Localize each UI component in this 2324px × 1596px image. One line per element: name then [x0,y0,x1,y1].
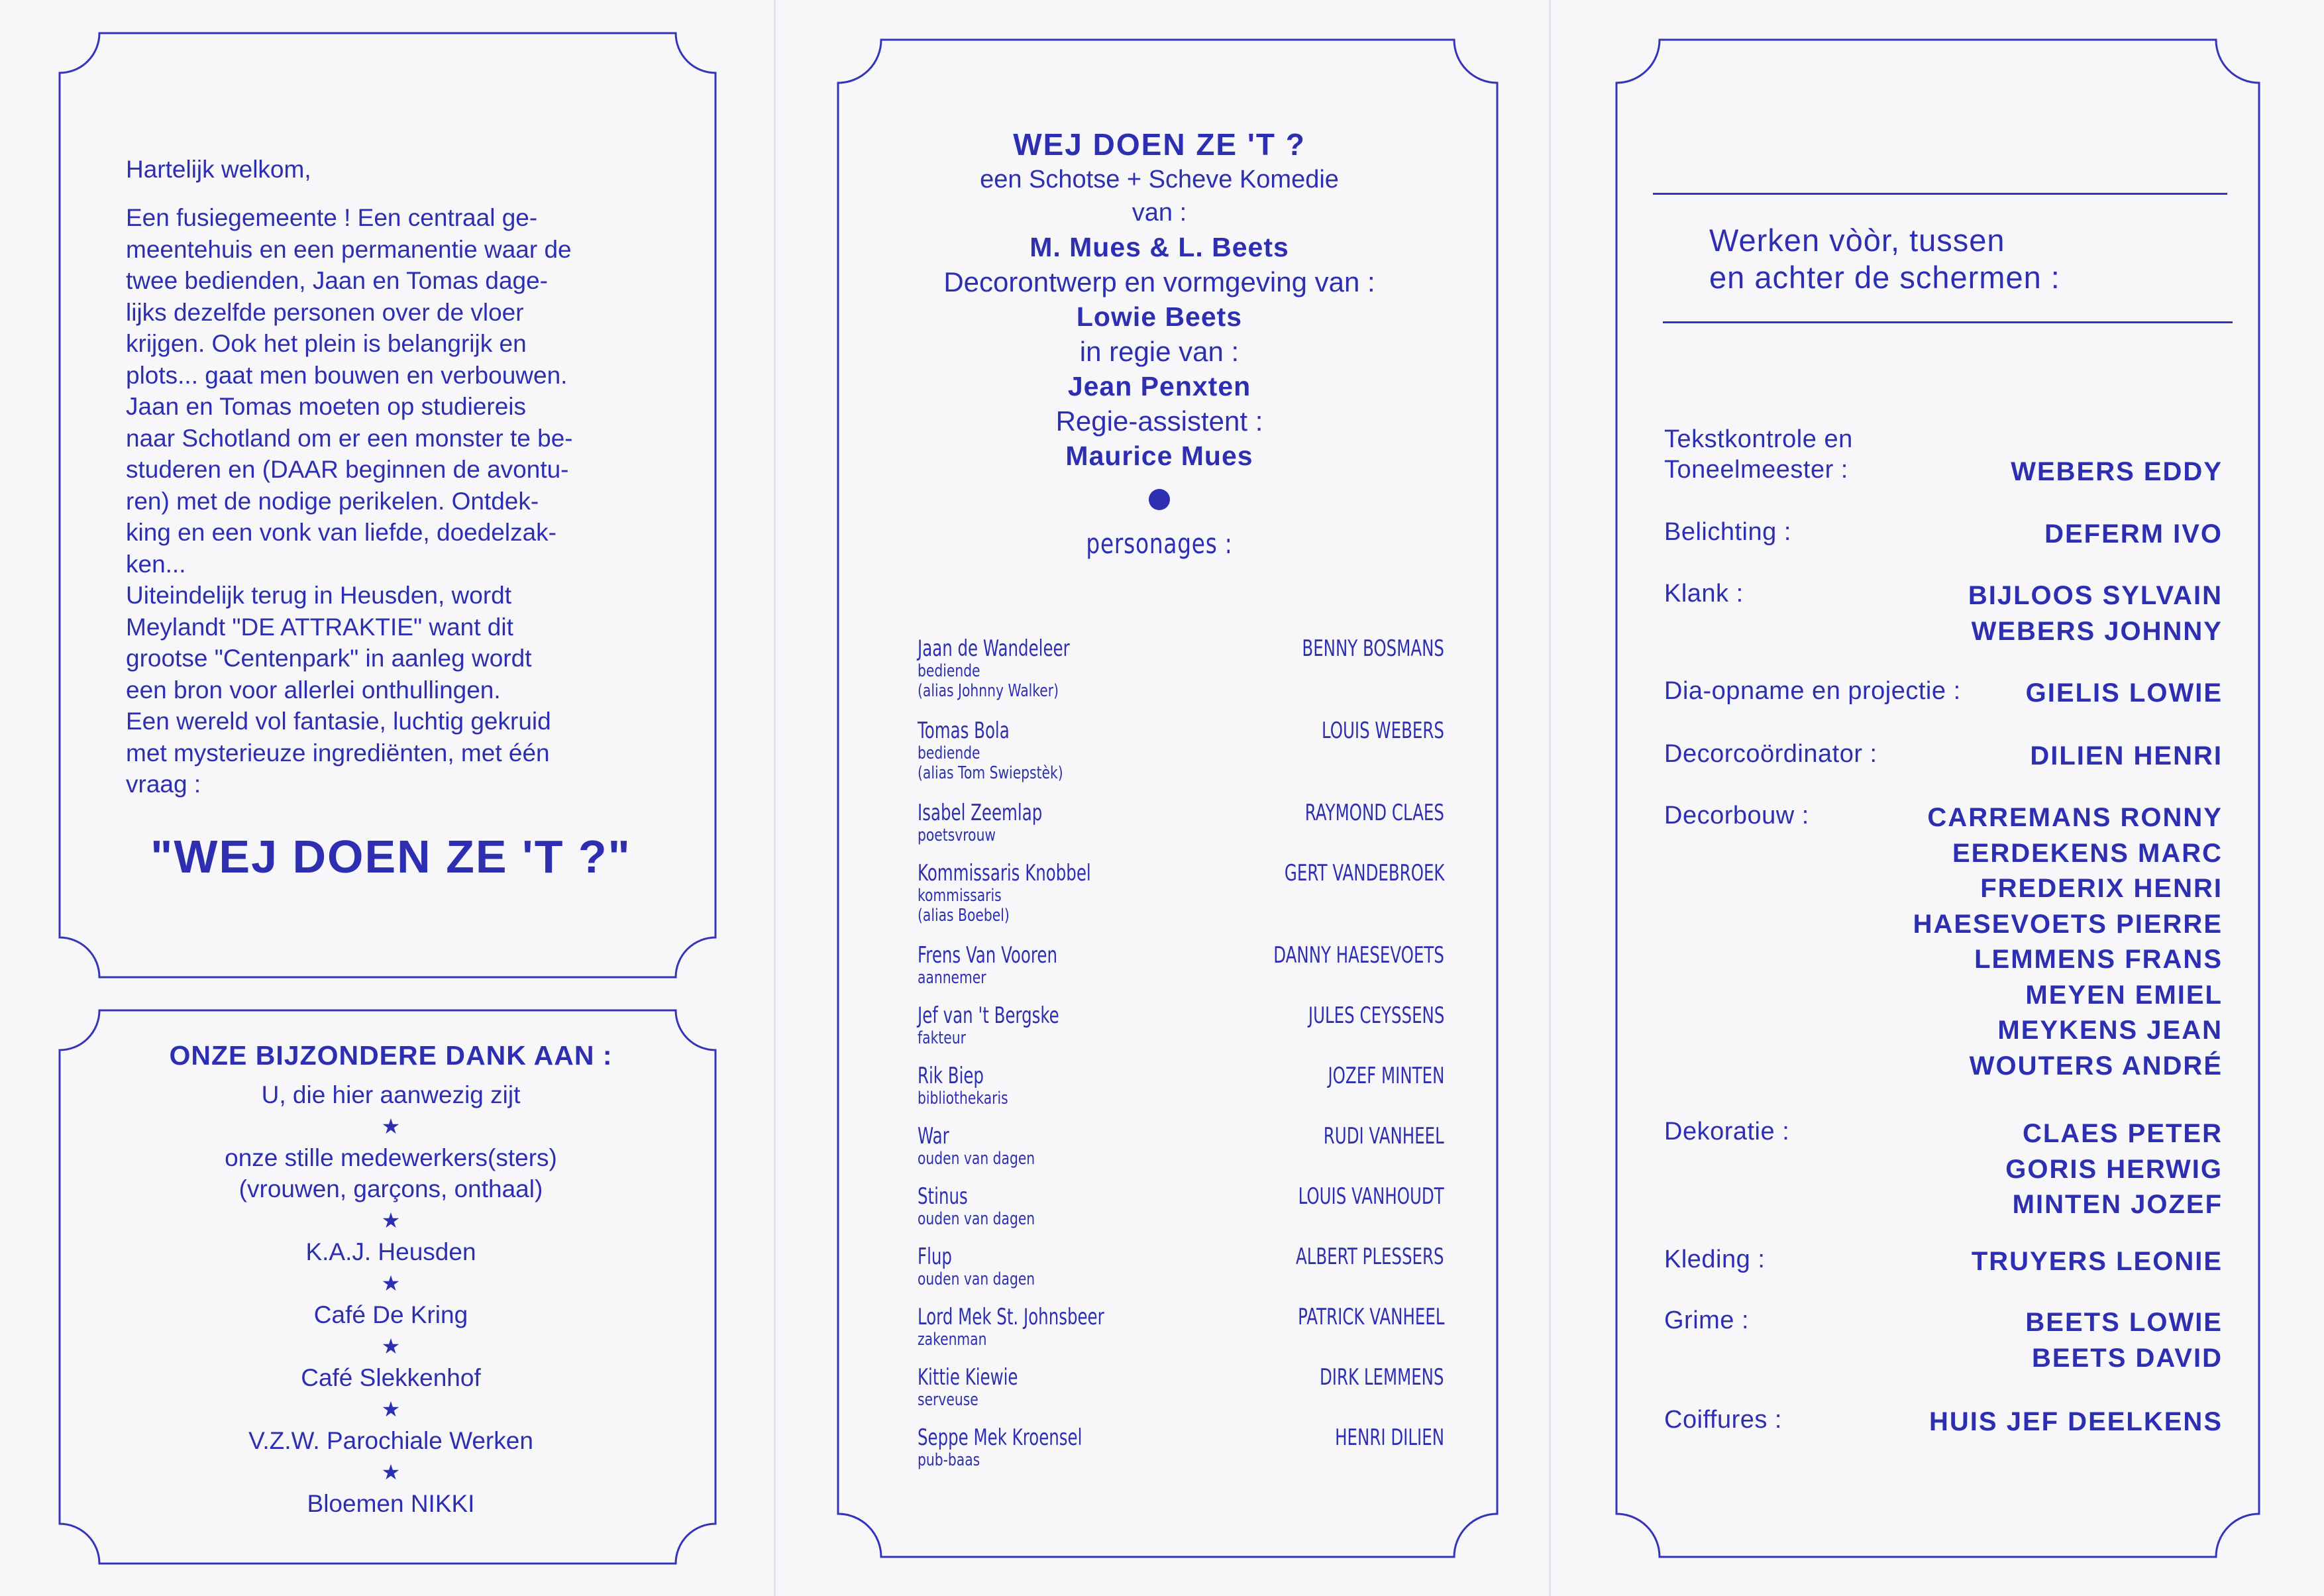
cast-row [918,1425,1444,1485]
actor-name: JOZEF MINTEN [1328,1063,1444,1089]
role-description: ouden van dagen [918,1209,1035,1229]
crew-role-line: Grime : [1664,1306,1750,1334]
role-description: bediende [918,661,980,681]
crew-member: WOUTERS ANDRÉ [1969,1051,2223,1081]
crew-member: CLAES PETER [2022,1119,2223,1148]
intro-line: een bron voor allerlei onthullingen. [126,676,501,704]
role-name: Jef van 't Bergske [918,1002,1059,1029]
intro-line: vraag : [126,771,201,798]
actor-name: ALBERT PLESSERS [1296,1244,1444,1270]
crew-role-line: Dekoratie : [1664,1118,1790,1145]
crew-role-line: Decorcoördinator : [1664,740,1877,768]
crew-role [1664,1116,1789,1147]
thanks-item: Bloemen NIKKI [307,1490,475,1517]
show-title: WEJ DOEN ZE 'T ? [1013,127,1306,162]
crew-heading [1709,222,2060,296]
role-name: Rik Biep [918,1063,984,1089]
role-description: pub-baas [918,1450,980,1470]
actor-name: RUDI VANHEEL [1323,1123,1444,1149]
actor-name: DIRK LEMMENS [1320,1364,1444,1391]
intro-line: Een fusiegemeente ! Een centraal ge- [126,204,538,231]
thanks-item: V.Z.W. Parochiale Werken [248,1427,533,1454]
role-description: aannemer [918,968,986,988]
crew-member: MEYKENS JEAN [1997,1016,2223,1045]
crew-member: FREDERIX HENRI [1980,874,2223,903]
actor-name: LOUIS VANHOUDT [1298,1183,1444,1210]
cast-row [918,1304,1444,1365]
crew-member: MEYEN EMIEL [2025,980,2223,1010]
intro-line: meentehuis en een permanentie waar de [126,235,572,263]
role-description: fakteur [918,1028,966,1048]
intro-line: krijgen. Ook het plein is belangrijk en [126,330,527,357]
show-subtitle: een Schotse + Scheve Komedie [980,166,1339,193]
role-alias: (alias Johnny Walker) [918,681,1059,701]
role-description: ouden van dagen [918,1269,1035,1289]
intro-line: king en een vonk van liefde, doedelzak- [126,519,556,546]
intro-line: grootse "Centenpark" in aanleg wordt [126,645,532,672]
intro-line: lijks dezelfde personen over de vloer [126,298,524,326]
role-name: Seppe Mek Kroensel [918,1424,1083,1451]
role-name: Flup [918,1244,952,1270]
crew-member: GIELIS LOWIE [2025,678,2223,708]
crew-member: LEMMENS FRANS [1974,945,2223,974]
intro-line: naar Schotland om er een monster te be- [126,424,573,452]
crew-member: WEBERS JOHNNY [1971,616,2223,646]
actor-name: HENRI DILIEN [1335,1424,1444,1451]
authors: M. Mues & L. Beets [1030,232,1289,262]
cast-row [918,861,1444,943]
bullet-dot-icon [1149,489,1170,510]
crew-role [1664,1305,1749,1336]
star-icon: ★ [381,1208,401,1232]
crew-member: EERDEKENS MARC [1952,838,2223,868]
intro-line: Meylandt "DE ATTRAKTIE" want dit [126,613,513,641]
crew-names [1913,800,2223,1084]
actor-name: DANNY HAESEVOETS [1273,942,1444,969]
actor-name: GERT VANDEBROEK [1284,860,1444,886]
crew-member: CARREMANS RONNY [1927,803,2223,832]
star-icon: ★ [381,1334,401,1358]
crew-member: HUIS JEF DEELKENS [1929,1407,2223,1436]
crew-role [1664,517,1791,547]
intro-line: Uiteindelijk terug in Heusden, wordt [126,582,512,609]
star-icon: ★ [381,1460,401,1484]
cast-row [918,1365,1444,1425]
role-description: serveuse [918,1390,978,1410]
crew-names [2011,454,2223,490]
intro-line: met mysterieuze ingrediënten, met één [126,739,550,767]
role-name: Tomas Bola [918,718,1010,744]
crew-member: BEETS DAVID [2032,1343,2223,1373]
crew-role [1664,800,1809,831]
van-label: van : [1132,199,1187,227]
role-name: Kittie Kiewie [918,1364,1018,1391]
crew-member: BEETS LOWIE [2025,1308,2223,1337]
regie-name: Jean Penxten [1067,371,1251,401]
role-description: bediende [918,743,980,763]
role-description: bibliothekaris [918,1089,1008,1108]
crew-member: DEFERM IVO [2044,519,2223,549]
thanks-item: Café De Kring [313,1301,468,1328]
decor-label: Decorontwerp en vormgeving van : [943,266,1375,297]
crew-role-line: Tekstkontrole en [1664,425,1853,453]
cast-row [918,1003,1444,1063]
crew-member: WEBERS EDDY [2011,457,2223,486]
intro-line: Een wereld vol fantasie, luchtig gekruid [126,708,551,735]
decor-name: Lowie Beets [1076,301,1243,332]
intro-line: twee bedienden, Jaan en Tomas dage- [126,267,549,294]
crew-role [1664,676,1961,706]
crew-member: BIJLOOS SYLVAIN [1968,581,2223,610]
crew-heading-line: Werken vòòr, tussen [1709,223,2005,258]
star-icon: ★ [381,1271,401,1295]
intro-line: studeren en (DAAR beginnen de avontu- [126,456,569,483]
crew-names [2044,517,2223,553]
crew-role-line: Dia-opname en projectie : [1664,677,1961,705]
crew-role [1664,424,1853,485]
actor-name: PATRICK VANHEEL [1297,1304,1444,1330]
crew-role [1664,1405,1782,1435]
crew-member: HAESEVOETS PIERRE [1913,909,2223,939]
role-name: Kommissaris Knobbel [918,860,1091,886]
crew-names [2026,676,2223,712]
crew-role-line: Decorbouw : [1664,802,1809,829]
crew-role-line: Klank : [1664,580,1744,608]
cast-row [918,1124,1444,1184]
thanks-item: Café Slekkenhof [301,1364,481,1391]
greeting: Hartelijk welkom, [126,156,311,183]
thanks-item: (vrouwen, garçons, onthaal) [238,1175,543,1202]
role-name: Isabel Zeemlap [918,800,1043,826]
cast-row [918,800,1444,861]
crew-names [2030,739,2223,774]
actor-name: LOUIS WEBERS [1322,718,1444,744]
crew-role-line: Coiffures : [1664,1406,1782,1434]
role-name: Lord Mek St. Johnsbeer [918,1304,1104,1330]
cast-row [918,1184,1444,1244]
crew-names [1929,1405,2223,1440]
intro-line: ken... [126,550,186,578]
intro-text [126,202,656,800]
intro-panel [126,156,656,883]
role-description: poetsvrouw [918,825,996,845]
role-name: Frens Van Vooren [918,942,1057,969]
crew-role [1664,578,1744,609]
actor-name: BENNY BOSMANS [1302,635,1444,662]
credits-panel [874,126,1444,560]
crew-role-line: Kleding : [1664,1246,1766,1273]
cast-row [918,1063,1444,1124]
crew-member: GORIS HERWIG [2005,1154,2223,1184]
divider-bottom [1663,321,2233,323]
role-alias: (alias Tom Swiepstèk) [918,763,1063,783]
cast-row [918,636,1444,718]
role-name: War [918,1123,949,1149]
personages-heading: personages : [1086,527,1233,560]
show-title-large: "WEJ DOEN ZE 'T ?" [150,830,631,882]
thanks-heading: ONZE BIJZONDERE DANK AAN : [169,1040,613,1071]
crew-names [1968,578,2223,649]
role-alias: (alias Boebel) [918,906,1010,926]
thanks-panel [79,1040,702,1519]
cast-list [918,636,1444,1485]
role-description: zakenman [918,1330,987,1350]
thanks-item: onze stille medewerkers(sters) [225,1144,557,1171]
actor-name: JULES CEYSSENS [1308,1002,1444,1029]
assist-name: Maurice Mues [1065,441,1253,471]
cast-row [918,943,1444,1003]
crew-role-line: Belichting : [1664,518,1791,546]
star-icon: ★ [381,1114,401,1138]
role-name: Jaan de Wandeleer [918,635,1070,662]
cast-row [918,718,1444,800]
role-name: Stinus [918,1183,968,1210]
divider-top [1653,193,2227,195]
role-description: kommissaris [918,886,1002,906]
actor-name: RAYMOND CLAES [1304,800,1444,826]
intro-line: Jaan en Tomas moeten op studiereis [126,393,527,420]
crew-role-line: Toneelmeester : [1664,456,1848,484]
thanks-item: U, die hier aanwezig zijt [261,1081,521,1108]
thanks-item: K.A.J. Heusden [305,1238,476,1265]
crew-names [2005,1116,2223,1223]
cast-row [918,1244,1444,1304]
role-description: ouden van dagen [918,1149,1035,1169]
crew-member: MINTEN JOZEF [2012,1190,2223,1219]
crew-heading-line: en achter de schermen : [1709,260,2060,295]
crew-member: TRUYERS LEONIE [1971,1247,2223,1276]
crew-names [1972,1244,2223,1280]
intro-line: plots... gaat men bouwen en verbouwen. [126,361,568,389]
crew-role [1664,1244,1765,1275]
assist-label: Regie-assistent : [1055,405,1263,437]
crew-member: DILIEN HENRI [2030,741,2223,771]
intro-line: ren) met de nodige perikelen. Ontdek- [126,487,539,515]
crew-names [2025,1305,2223,1376]
regie-label: in regie van : [1079,336,1240,367]
star-icon: ★ [381,1397,401,1421]
crew-role [1664,739,1877,769]
